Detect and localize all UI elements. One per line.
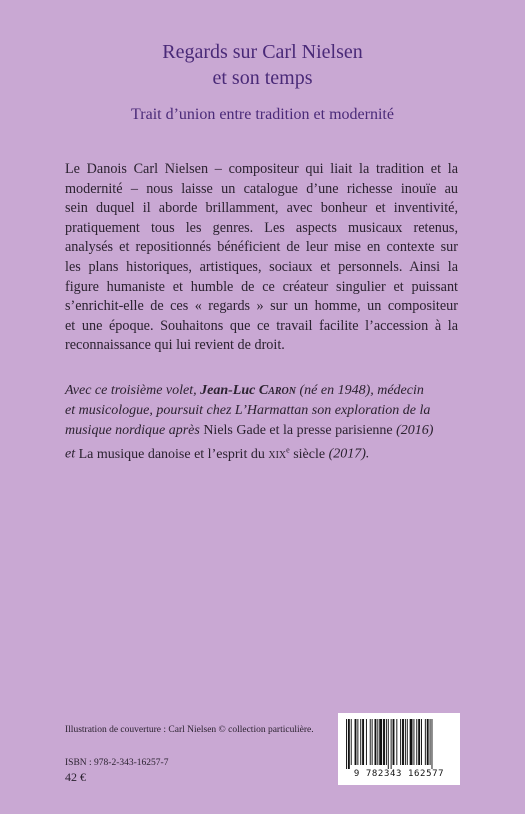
bio-line-3 — [65, 421, 463, 441]
description-line: s’enrichit-elle de ces « regards » sur un homme, un compositeur — [65, 298, 458, 315]
book-year-1: (2016) — [392, 422, 434, 438]
barcode-bar — [372, 719, 373, 765]
barcode-bar — [400, 719, 401, 765]
bio-born: (né en 1948), médecin — [295, 383, 424, 398]
author-bio — [65, 381, 463, 465]
barcode-bar — [355, 719, 357, 765]
barcode-bar — [351, 719, 352, 765]
barcode-bar — [413, 719, 414, 765]
author-first-name: Jean-Luc — [200, 383, 259, 398]
book-title-1: Niels Gade et la presse parisienne — [203, 422, 393, 438]
author-last-name: Caron — [258, 383, 296, 398]
bio-line-4 — [65, 440, 463, 464]
barcode-bar — [366, 719, 367, 765]
bio-line-3-text: musique nordique après — [65, 422, 204, 438]
barcode-bar — [362, 719, 364, 765]
book-title-2 — [79, 447, 325, 462]
isbn: ISBN : 978-2-343-16257-7 — [65, 758, 169, 768]
book-title-2-sup: e — [286, 445, 290, 455]
barcode-bar — [418, 719, 420, 765]
barcode-bar — [427, 719, 429, 765]
barcode — [338, 713, 460, 785]
description-line: les plans historiques, artistiques, sociaux et personnels. Ainsi la — [65, 259, 458, 275]
author-name — [200, 383, 296, 398]
bio-line-4-text: et — [65, 447, 79, 463]
barcode-bar — [379, 719, 382, 765]
barcode-bar — [410, 719, 413, 765]
book-title-2-part-b: siècle — [289, 447, 326, 463]
barcode-bar — [388, 719, 389, 769]
description-line: figure humaniste et humble de ce créateur singulier et puissant — [65, 278, 458, 295]
barcode-bar — [402, 719, 404, 765]
book-subtitle: Trait d’union entre tradition et modernité — [131, 106, 394, 123]
bio-line-2: et musicologue, poursuit chez L’Harmattan son exploration de la — [65, 402, 431, 418]
barcode-bar — [370, 719, 371, 765]
barcode-digits: 9 782343 162577 — [353, 769, 445, 779]
book-title-2-part-a: La musique danoise et l’esprit du — [78, 447, 269, 463]
barcode-bar — [407, 719, 408, 765]
barcode-bar — [348, 719, 350, 769]
barcode-bar — [405, 719, 406, 765]
price: 42 € — [65, 770, 86, 784]
barcode-bar — [432, 719, 433, 769]
barcode-bar — [375, 719, 377, 765]
barcode-bar — [346, 719, 347, 769]
description-line: reconnaissance qui lui revient de droit. — [65, 337, 285, 354]
description-line: analysés et repositionnés bénéficient de leur mise en contexte sur — [65, 239, 458, 256]
barcode-bar — [377, 719, 378, 765]
description-line: Le Danois Carl Nielsen – compositeur qui liait la tradition et la — [65, 161, 458, 177]
description-line: pratiquement tous les genres. Les aspects musicaux retenus, — [65, 219, 458, 236]
barcode-bar — [360, 719, 361, 765]
description-line: et une époque. Souhaitons que ce travail facilite l’accession à la — [65, 317, 458, 334]
barcode-bar — [393, 719, 395, 765]
book-title-2-century: xix — [268, 447, 287, 463]
barcode-bar — [396, 719, 397, 765]
barcode-bar — [383, 719, 385, 765]
title-line-2: et son temps — [212, 67, 313, 89]
book-year-2: (2017). — [325, 447, 370, 463]
barcode-bar — [430, 719, 431, 765]
description-line: sein duquel il aborde brillamment, avec bonheur et inventivité, — [65, 200, 458, 217]
description-line: modernité – nous laisse un catalogue d’une richesse inouïe au — [65, 180, 458, 197]
bio-line-1 — [65, 381, 463, 401]
barcode-bar — [421, 719, 422, 765]
illustration-credit: Illustration de couverture : Carl Nielsen © collection particulière. — [65, 725, 314, 735]
bio-intro: Avec ce troisième volet, — [65, 383, 201, 398]
barcode-bar — [391, 719, 392, 769]
title-line-1: Regards sur Carl Nielsen — [162, 41, 363, 63]
barcode-bar — [416, 719, 417, 765]
barcode-bar — [386, 719, 387, 765]
barcode-bar — [425, 719, 426, 765]
barcode-bar — [357, 719, 358, 765]
barcode-bars — [338, 713, 460, 771]
